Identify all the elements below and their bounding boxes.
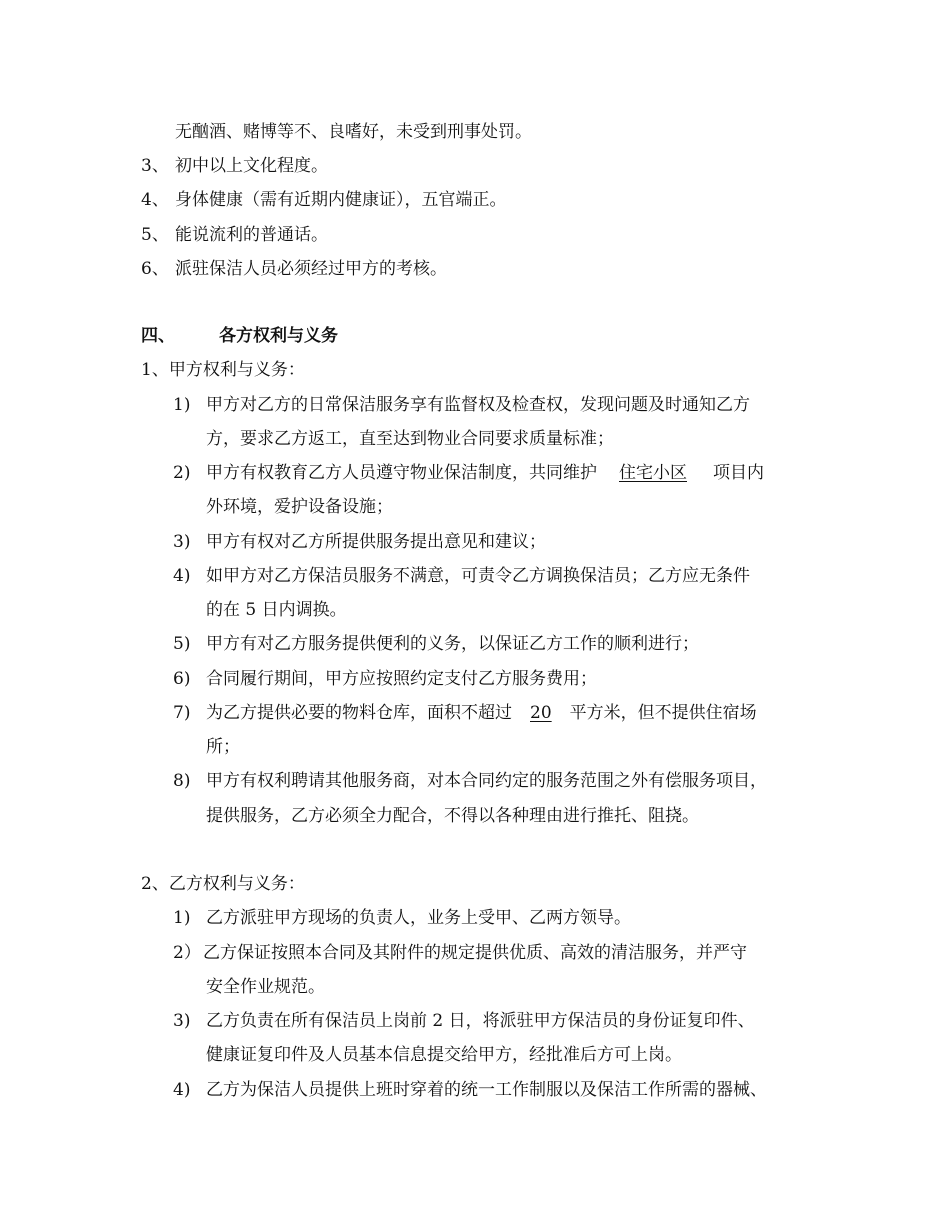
requirement-text: 派驻保洁人员必须经过甲方的考核。 <box>175 259 447 279</box>
clause-number: 4) <box>173 1080 191 1100</box>
clause-text-continued: 方，要求乙方返工，直至达到物业合同要求质量标准； <box>206 429 614 449</box>
clause-text-before-blank: 为乙方提供必要的物料仓库，面积不超过 <box>206 703 512 723</box>
clause-text-continued: 外环境，爱护设备设施； <box>206 497 393 517</box>
requirement-text: 能说流利的普通话。 <box>175 225 328 245</box>
clause-text: 甲方有权对乙方所提供服务提出意见和建议； <box>206 532 546 552</box>
section-number: 四、 <box>141 326 175 346</box>
requirement-text: 身体健康（需有近期内健康证），五官端正。 <box>175 190 507 210</box>
clause-text <box>206 462 764 484</box>
clause-text: 甲方有权利聘请其他服务商，对本合同约定的服务范围之外有偿服务项目， <box>206 771 767 791</box>
clause-text: 合同履行期间，甲方应按照约定支付乙方服务费用； <box>206 669 597 689</box>
clause-number: 1) <box>173 395 191 415</box>
clause-number: 4) <box>173 566 191 586</box>
clause-number: 1) <box>173 908 191 928</box>
clause-text: 如甲方对乙方保洁员服务不满意，可责令乙方调换保洁员；乙方应无条件 <box>206 566 750 586</box>
filled-blank-project-name: 住宅小区 <box>619 463 687 483</box>
clause-text-after-blank: 项目内 <box>713 463 764 483</box>
requirement-number: 3、 <box>141 156 169 176</box>
clause-number: 2) <box>173 463 191 483</box>
clause-text <box>206 702 757 724</box>
clause-number: 3) <box>173 532 191 552</box>
clause-number: 6) <box>173 669 191 689</box>
clause-text-continued: 所； <box>206 737 240 757</box>
clause-number: 7) <box>173 703 191 723</box>
filled-blank-area: 20 <box>530 703 552 723</box>
party-a-heading: 1、甲方权利与义务： <box>141 360 305 380</box>
clause-text-continued: 健康证复印件及人员基本信息提交给甲方，经批准后方可上岗。 <box>206 1045 682 1065</box>
clause-text: 乙方为保洁人员提供上班时穿着的统一工作制服以及保洁工作所需的器械、 <box>206 1080 767 1100</box>
requirement-number: 6、 <box>141 259 169 279</box>
requirement-number: 5、 <box>141 225 169 245</box>
party-b-heading: 2、乙方权利与义务： <box>141 874 305 894</box>
clause-number: 8) <box>173 771 191 791</box>
clause-text-continued: 的在 5 日内调换。 <box>206 600 347 620</box>
requirement-text: 初中以上文化程度。 <box>175 156 328 176</box>
section-title: 各方权利与义务 <box>219 326 338 346</box>
clause-text-before-blank: 甲方有权教育乙方人员遵守物业保洁制度，共同维护 <box>206 463 597 483</box>
clause-text: 甲方有对乙方服务提供便利的义务，以保证乙方工作的顺利进行； <box>206 634 699 654</box>
clause-text-continued: 安全作业规范。 <box>206 977 325 997</box>
requirement-number: 4、 <box>141 190 169 210</box>
clause-number: 3) <box>173 1011 191 1031</box>
clause-text-continued: 提供服务，乙方必须全力配合，不得以各种理由进行推托、阻挠。 <box>206 806 699 826</box>
clause-text: 乙方派驻甲方现场的负责人，业务上受甲、乙两方领导。 <box>206 908 631 928</box>
clause-number: 5) <box>173 634 191 654</box>
clause-number: 2） <box>173 943 201 963</box>
clause-text: 乙方保证按照本合同及其附件的规定提供优质、高效的清洁服务，并严守 <box>203 943 747 963</box>
requirement-2-continuation: 无酗酒、赌博等不、良嗜好，未受到刑事处罚。 <box>175 122 532 142</box>
clause-text-after-blank: 平方米，但不提供住宿场 <box>569 703 757 723</box>
clause-text: 甲方对乙方的日常保洁服务享有监督权及检查权，发现问题及时通知乙方 <box>206 395 750 415</box>
clause-text: 乙方负责在所有保洁员上岗前 2 日，将派驻甲方保洁员的身份证复印件、 <box>206 1011 755 1031</box>
